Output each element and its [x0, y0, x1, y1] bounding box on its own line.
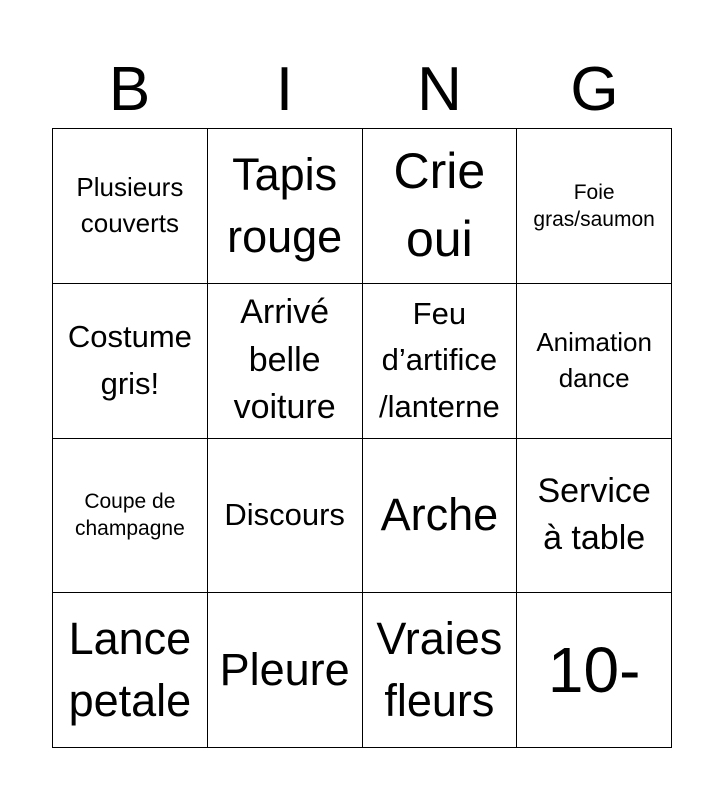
bingo-cell[interactable]: Feu d’artifice /lanterne: [363, 284, 518, 439]
bingo-cell[interactable]: Crie oui: [363, 129, 518, 284]
bingo-cell[interactable]: Tapis rouge: [208, 129, 363, 284]
bingo-cell[interactable]: Pleure: [208, 593, 363, 748]
bingo-cell[interactable]: Costume gris!: [53, 284, 208, 439]
header-letter-b: B: [108, 55, 151, 124]
bingo-cell[interactable]: Service à table: [517, 439, 672, 594]
bingo-cell[interactable]: 10-: [517, 593, 672, 748]
bingo-cell[interactable]: Coupe de champagne: [53, 439, 208, 594]
bingo-board: [52, 128, 672, 748]
bingo-cell[interactable]: Plusieurs couverts: [53, 129, 208, 284]
bingo-cell[interactable]: Arrivé belle voiture: [208, 284, 363, 439]
header-letter-g: G: [570, 55, 619, 124]
bingo-cell[interactable]: Discours: [208, 439, 363, 594]
bingo-header: [52, 52, 672, 128]
header-letter-i: I: [275, 55, 294, 124]
bingo-cell[interactable]: Foie gras/saumon: [517, 129, 672, 284]
bingo-cell[interactable]: Vraies fleurs: [363, 593, 518, 748]
bingo-cell[interactable]: Lance petale: [53, 593, 208, 748]
bingo-cell[interactable]: Animation dance: [517, 284, 672, 439]
header-letter-n: N: [417, 55, 462, 124]
bingo-cell[interactable]: Arche: [363, 439, 518, 594]
